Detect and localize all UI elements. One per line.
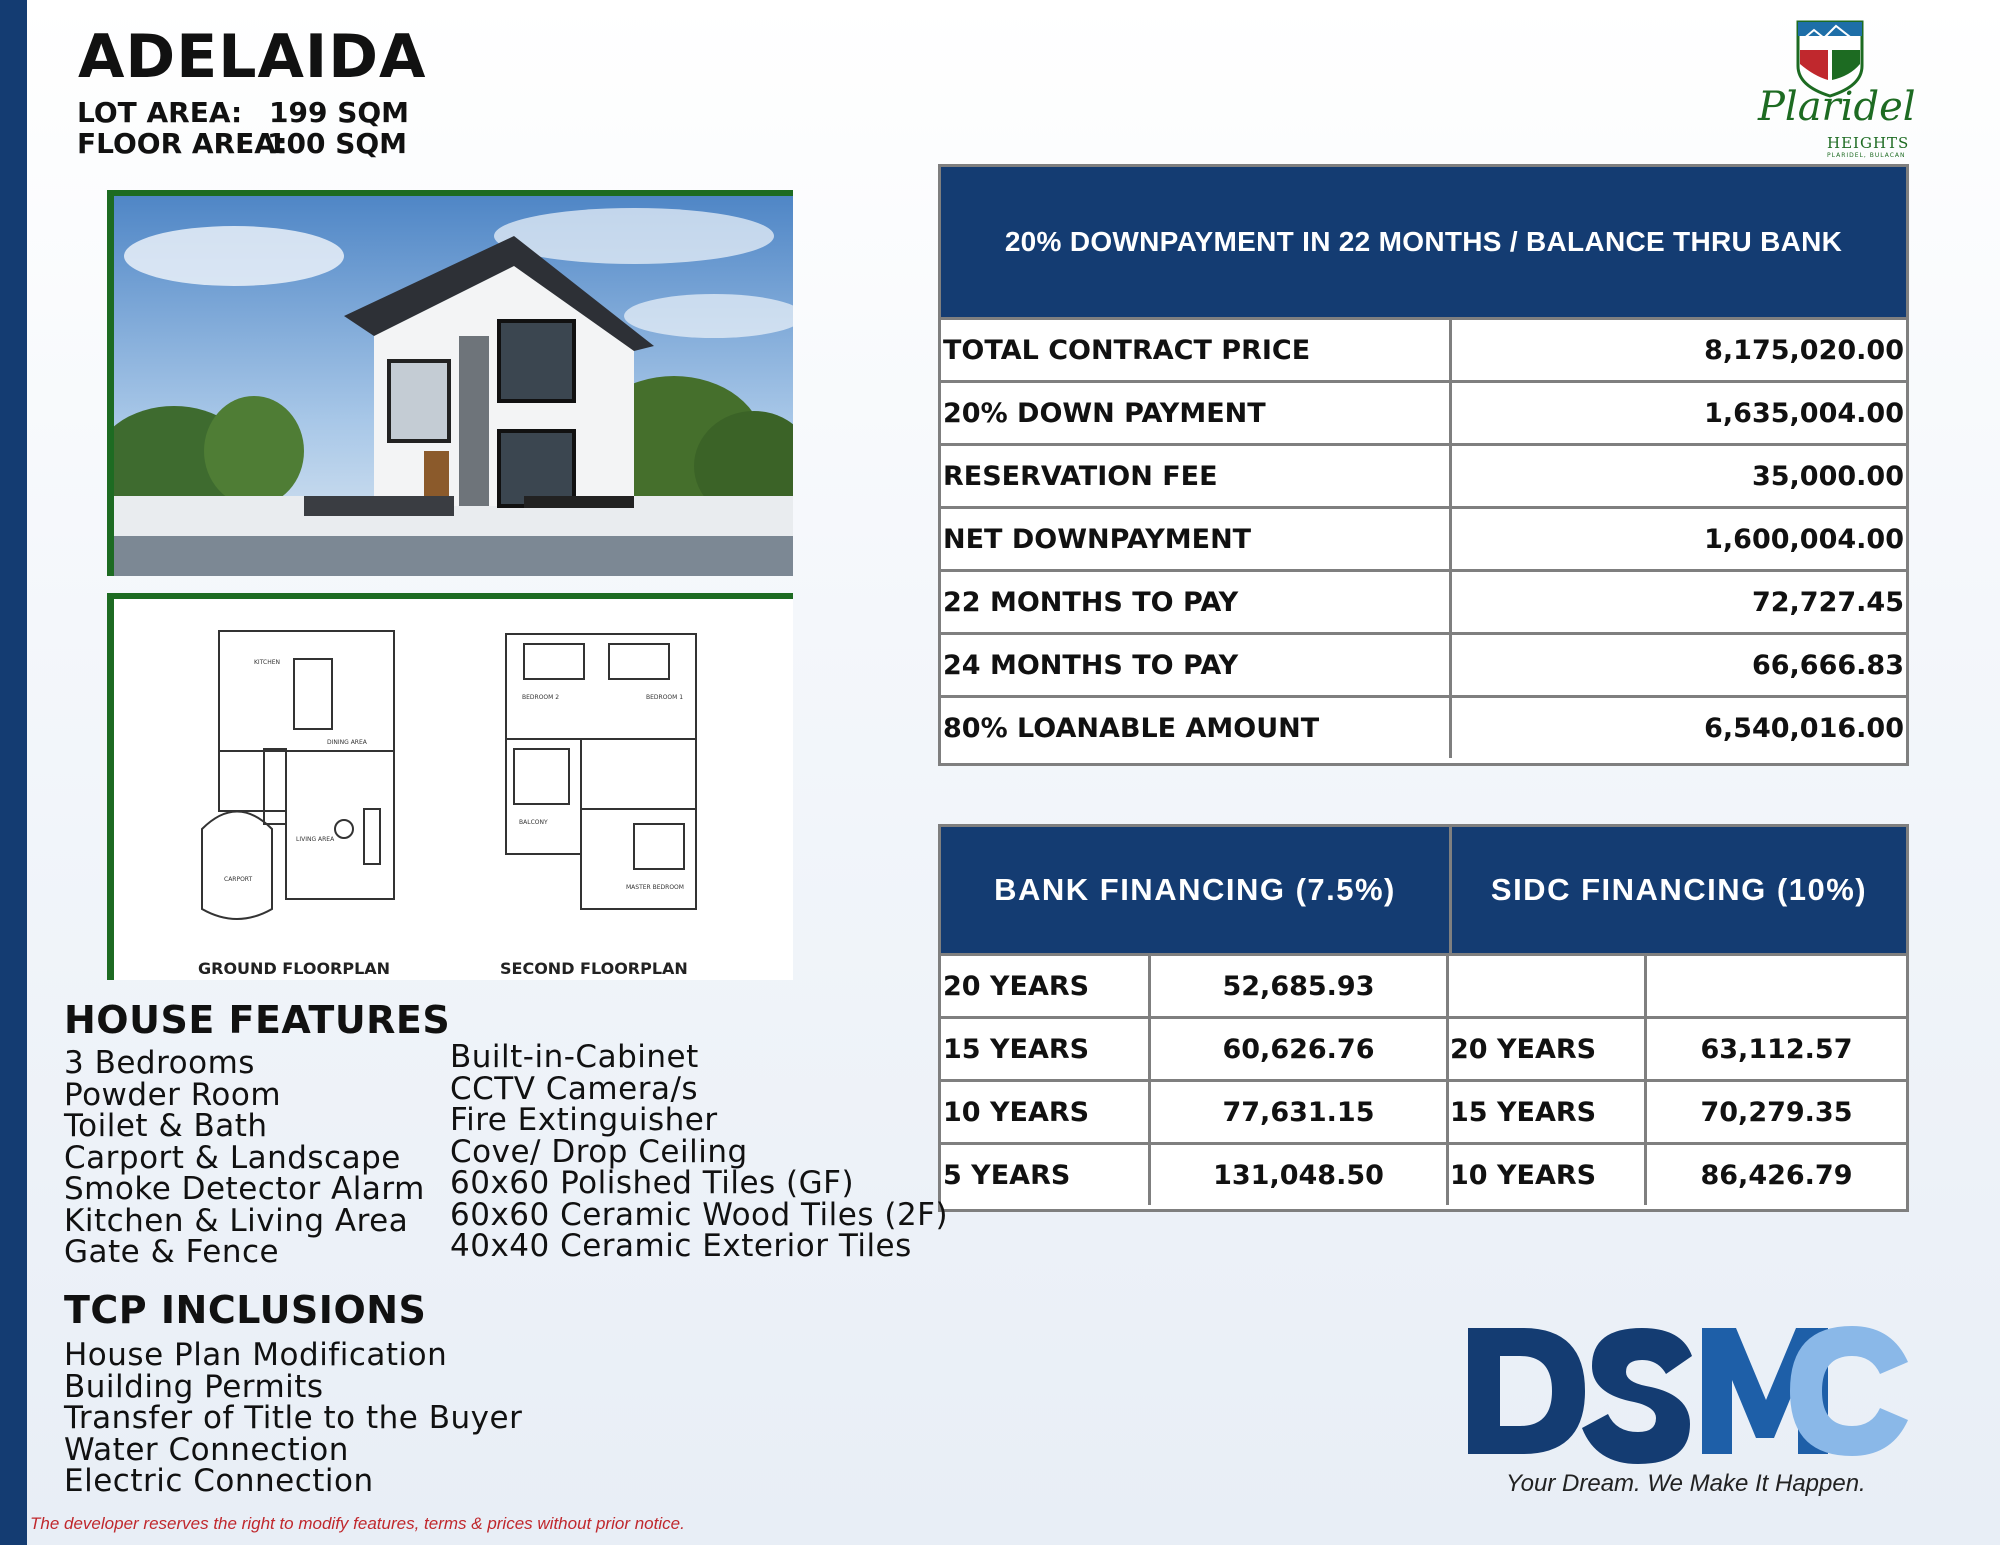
svg-text:BEDROOM 1: BEDROOM 1 (646, 694, 684, 701)
bank-term: 10 YEARS (943, 1096, 1090, 1128)
list-item: Fire Extinguisher (450, 1102, 718, 1138)
svg-text:LIVING AREA: LIVING AREA (296, 836, 335, 843)
floor-area-value: 100 SQM (267, 127, 408, 160)
downpayment-row-value: 1,600,004.00 (1449, 509, 1906, 569)
tcp-inclusions-list (64, 1337, 523, 1499)
bank-financing-header: BANK FINANCING (7.5%) (941, 827, 1449, 953)
bank-monthly-value: 131,048.50 (1148, 1145, 1446, 1205)
sidc-financing-header: SIDC FINANCING (10%) (1449, 827, 1906, 953)
floor-area-label: FLOOR AREA: (77, 127, 288, 160)
downpayment-row-label: 24 MONTHS TO PAY (943, 649, 1239, 681)
sidc-term: 15 YEARS (1446, 1082, 1644, 1142)
dsmc-logo-icon (1462, 1316, 1912, 1466)
downpayment-row-label: 22 MONTHS TO PAY (943, 586, 1239, 618)
downpayment-row-label: 80% LOANABLE AMOUNT (943, 712, 1320, 744)
brand-tagline: Your Dream. We Make It Happen. (1506, 1470, 1866, 1497)
downpayment-row (941, 695, 1906, 758)
sidc-term: 10 YEARS (1446, 1145, 1644, 1205)
list-item: CCTV Camera/s (450, 1070, 699, 1107)
downpayment-row (941, 569, 1906, 632)
downpayment-row-label: TOTAL CONTRACT PRICE (943, 334, 1311, 366)
list-item: Building Permits (64, 1368, 324, 1405)
lot-area-label: LOT AREA: (77, 96, 243, 129)
svg-text:DINING AREA: DINING AREA (327, 739, 367, 746)
financing-row (941, 953, 1906, 1016)
list-item: Transfer of Title to the Buyer (64, 1400, 523, 1436)
svg-text:BALCONY: BALCONY (519, 819, 548, 826)
bank-term: 20 YEARS (943, 970, 1090, 1002)
logo-subtitle: HEIGHTS (1827, 134, 1910, 152)
list-item: Carport & Landscape (64, 1139, 401, 1176)
bank-monthly-value: 77,631.15 (1148, 1082, 1446, 1142)
downpayment-row-value: 35,000.00 (1449, 446, 1906, 506)
floorplan-drawing (114, 599, 793, 949)
downpayment-row-label: NET DOWNPAYMENT (943, 523, 1252, 555)
sidc-term (1446, 956, 1644, 1016)
svg-text:CARPORT: CARPORT (224, 876, 253, 883)
list-item: Smoke Detector Alarm (64, 1171, 425, 1207)
financing-row (941, 1016, 1906, 1079)
logo-name: Plaridel (1758, 84, 1916, 130)
sidc-monthly-value: 63,112.57 (1644, 1019, 1906, 1079)
downpayment-row (941, 380, 1906, 443)
lot-area-value: 199 SQM (269, 96, 410, 129)
downpayment-row (941, 632, 1906, 695)
sidc-monthly-value: 86,426.79 (1644, 1145, 1906, 1205)
floor-area (77, 127, 408, 160)
house-features-title: HOUSE FEATURES (64, 998, 451, 1042)
list-item: House Plan Modification (64, 1337, 448, 1373)
list-item: Toilet & Bath (64, 1108, 268, 1144)
house-render-image (107, 190, 793, 576)
svg-text:KITCHEN: KITCHEN (254, 659, 280, 666)
bank-monthly-value: 60,626.76 (1148, 1019, 1446, 1079)
list-item: 3 Bedrooms (64, 1045, 255, 1081)
svg-text:BEDROOM 2: BEDROOM 2 (522, 694, 560, 701)
left-accent-stripe (0, 0, 27, 1545)
list-item: Water Connection (64, 1431, 349, 1468)
list-item: Electric Connection (64, 1463, 374, 1499)
downpayment-row-value: 6,540,016.00 (1449, 698, 1906, 758)
sidc-monthly-value (1644, 956, 1906, 1016)
downpayment-row-value: 8,175,020.00 (1449, 320, 1906, 380)
downpayment-row-value: 72,727.45 (1449, 572, 1906, 632)
list-item: Powder Room (64, 1076, 282, 1113)
svg-text:MASTER BEDROOM: MASTER BEDROOM (626, 884, 684, 891)
list-item: 60x60 Ceramic Wood Tiles (2F) (450, 1196, 949, 1233)
downpayment-table-header: 20% DOWNPAYMENT IN 22 MONTHS / BALANCE THRU BANK (941, 167, 1906, 317)
logo-location: PLARIDEL, BULACAN (1827, 152, 1906, 159)
list-item: Gate & Fence (64, 1234, 280, 1270)
downpayment-row-label: RESERVATION FEE (943, 460, 1218, 492)
bank-term: 5 YEARS (943, 1159, 1071, 1191)
ground-floorplan-label: GROUND FLOORPLAN (198, 959, 391, 978)
disclaimer-text: The developer reserves the right to modify features, terms & prices without prior notice. (30, 1514, 685, 1533)
list-item: Built-in-Cabinet (450, 1039, 699, 1075)
downpayment-row (941, 506, 1906, 569)
house-features-list-right (450, 1039, 949, 1264)
house-features-list-left (64, 1045, 425, 1270)
bank-term: 15 YEARS (943, 1033, 1090, 1065)
list-item: Kitchen & Living Area (64, 1202, 409, 1239)
downpayment-row-value: 1,635,004.00 (1449, 383, 1906, 443)
downpayment-table (938, 164, 1909, 766)
second-floorplan-label: SECOND FLOORPLAN (500, 959, 688, 978)
downpayment-row (941, 317, 1906, 380)
financing-table (938, 824, 1909, 1212)
list-item: Cove/ Drop Ceiling (450, 1133, 748, 1170)
model-title: ADELAIDA (78, 22, 427, 92)
downpayment-row-label: 20% DOWN PAYMENT (943, 397, 1266, 429)
sidc-term: 20 YEARS (1446, 1019, 1644, 1079)
downpayment-row (941, 443, 1906, 506)
downpayment-row-value: 66,666.83 (1449, 635, 1906, 695)
floorplan-image (107, 593, 793, 980)
bank-monthly-value: 52,685.93 (1148, 956, 1446, 1016)
financing-row (941, 1079, 1906, 1142)
list-item: 40x40 Ceramic Exterior Tiles (450, 1228, 912, 1264)
lot-area (77, 96, 410, 129)
tcp-inclusions-title: TCP INCLUSIONS (64, 1288, 427, 1332)
list-item: 60x60 Polished Tiles (GF) (450, 1165, 855, 1201)
financing-row (941, 1142, 1906, 1205)
sidc-monthly-value: 70,279.35 (1644, 1082, 1906, 1142)
